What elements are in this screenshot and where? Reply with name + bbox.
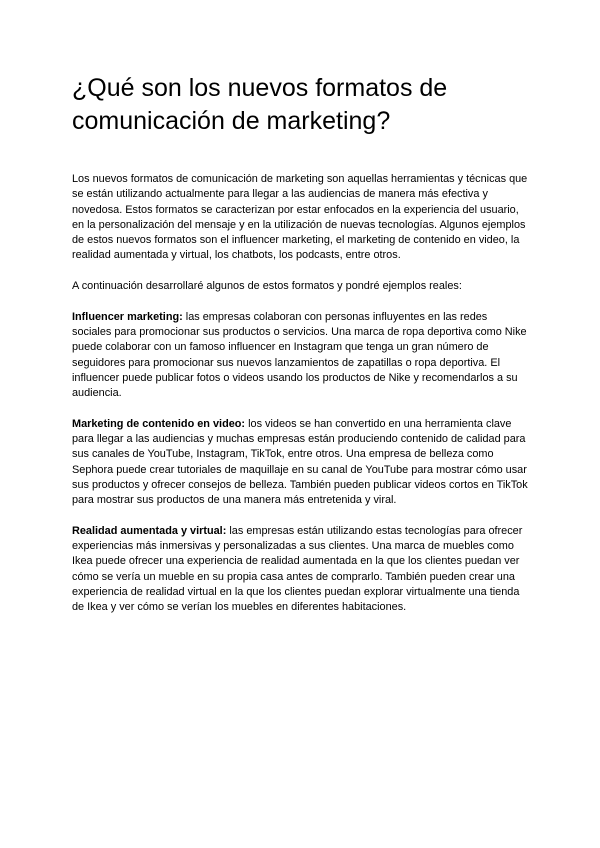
intro-paragraph: Los nuevos formatos de comunicación de marketing son aquellas herramientas y técnicas que se están utilizando actualmente para llegar a las audiencias de manera más efectiva y novedosa. Estos formatos se caracterizan por estar enfocados en la experiencia del usuario, en la personalización del mensaje y en la utilización de nuevas tecnologías. Algunos ejemplos de estos nuevos formatos son el influencer marketing, el marketing de contenido en video, la realidad aumentada y virtual, los chatbots, los podcasts, entre otros. bbox=[72, 173, 528, 262]
section-heading: Realidad aumentada y virtual: bbox=[72, 524, 227, 537]
document-title: ¿Qué son los nuevos formatos de comunicación de marketing? bbox=[72, 74, 448, 135]
section-augmented-virtual-reality bbox=[72, 524, 528, 616]
section-heading: Marketing de contenido en video: bbox=[72, 417, 246, 430]
section-video-content-marketing bbox=[72, 417, 528, 509]
document-page bbox=[72, 72, 528, 631]
section-body: las empresas están utilizando estas tecnologías para ofrecer experiencias más inmersivas y personalizadas a sus clientes. Una marca de muebles como Ikea puede ofrecer una experiencia de realidad aumentada en la que los clientes puedan ver cómo se vería un mueble en su propia casa antes de comprarlo. También pueden crear una experiencia de realidad virtual en la que los clientes puedan explorar virtualmente una tienda de Ikea y ver cómo se verían los muebles en diferentes habitaciones. bbox=[72, 524, 523, 614]
section-heading: Influencer marketing: bbox=[72, 310, 183, 323]
section-body: las empresas colaboran con personas influyentes en las redes sociales para promocionar sus productos o servicios. Una marca de ropa deportiva como Nike puede colaborar con un famoso influencer en Instagram que tenga un gran número de seguidores para promocionar sus nuevos lanzamientos de zapatillas o ropa deportiva. El influencer puede publicar fotos o videos usando los productos de Nike y recomendarlos a su audiencia. bbox=[72, 310, 527, 400]
section-influencer-marketing bbox=[72, 310, 528, 402]
transition-paragraph: A continuación desarrollaré algunos de estos formatos y pondré ejemplos reales: bbox=[72, 280, 462, 293]
section-body: los videos se han convertido en una herramienta clave para llegar a las audiencias y muchas empresas están produciendo contenido de calidad para sus canales de YouTube, Instagram, TikTok, entre otros. Una empresa de belleza como Sephora puede crear tutoriales de maquillaje en su canal de YouTube para mostrar cómo usar sus productos y ofrecer consejos de belleza. También pueden publicar videos cortos en TikTok para mostrar sus productos de una manera más entretenida y viral. bbox=[72, 417, 528, 507]
